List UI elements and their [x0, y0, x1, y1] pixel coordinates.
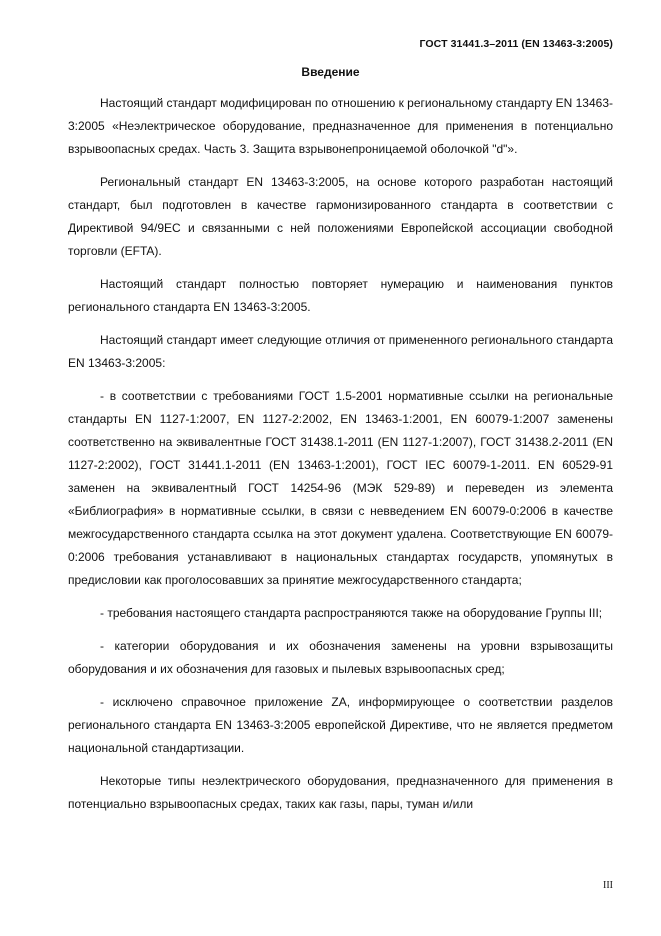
- section-title: Введение: [301, 65, 360, 79]
- list-item-references: - в соответствии с требованиями ГОСТ 1.5-2001 нормативные ссылки на региональные стандарты EN 1127-1:2007, EN 1127-2:2002, EN 13463-1:2001, EN 60079-1:2007 заменены соответственно на эквивалентные ГОСТ 31438.1-2011 (EN 1127-1:2007), ГОСТ 31438.2-2011 (EN 1127-2:2002), ГОСТ 31441.1-2011 (EN 13463-1:2001), ГОСТ IEC 60079-1-2011. EN 60529-91 заменен на эквивалентный ГОСТ 14254-96 (МЭК 529-89) и переведен из элемента «Библиография» в нормативные ссылки, в связи с невведением EN 60079-0:2006 в качестве межгосударственного стандарта ссылка на этот документ удалена. Соответствующие EN 60079-0:2006 требования устанавливают в национальных стандартах государств, упомянутых в предисловии как проголосовавших за принятие межгосударственного стандарта;: [68, 389, 613, 587]
- document-body: [68, 92, 613, 816]
- paragraph-2: Региональный стандарт EN 13463-3:2005, на основе которого разработан настоящий стандарт, был подготовлен в качестве гармонизированного стандарта в соответствии с Директивой 94/9ЕС и связанными с ней положениями Европейской ассоциации свободной торговли (EFTA).: [68, 175, 613, 258]
- list-item-group-iii: - требования настоящего стандарта распространяются также на оборудование Группы III;: [100, 606, 603, 620]
- list-item-annex-za: - исключено справочное приложение ZA, информирующее о соответствии разделов регионального стандарта EN 13463-3:2005 европейской Директиве, что не является предметом национальной стандартизации.: [68, 695, 613, 755]
- paragraph-last: Некоторые типы неэлектрического оборудования, предназначенного для применения в потенциально взрывоопасных средах, таких как газы, пары, туман и/или: [68, 774, 613, 811]
- paragraph-3: Настоящий стандарт полностью повторяет нумерацию и наименования пунктов регионального стандарта EN 13463-3:2005.: [68, 277, 613, 314]
- page-number: III: [603, 880, 613, 891]
- paragraph-4: Настоящий стандарт имеет следующие отличия от примененного регионального стандарта EN 13463-3:2005:: [68, 333, 613, 370]
- paragraph-1: Настоящий стандарт модифицирован по отношению к региональному стандарту EN 13463-3:2005 «Неэлектрическое оборудование, предназначенное для применения в потенциально взрывоопасных средах. Часть 3. Защита взрывонепроницаемой оболочкой "d"».: [68, 96, 613, 156]
- list-item-equipment-categories: - категории оборудования и их обозначения заменены на уровни взрывозащиты оборудования и их обозначения для газовых и пылевых взрывоопасных сред;: [68, 639, 613, 676]
- document-header: ГОСТ 31441.3–2011 (EN 13463-3:2005): [419, 38, 613, 50]
